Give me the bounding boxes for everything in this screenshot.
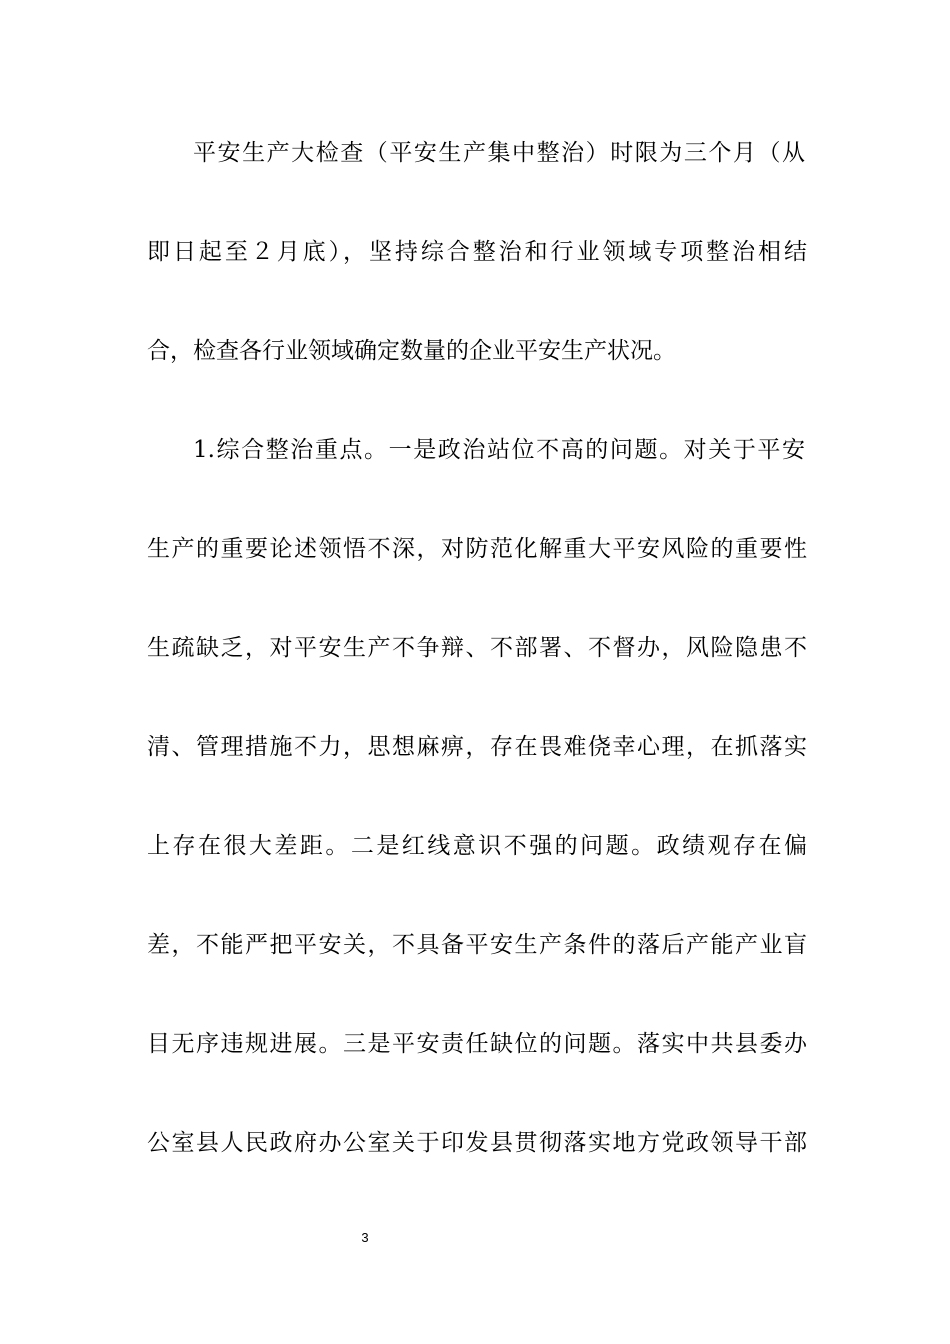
paragraph-1-line-1: 平安生产大检查（平安生产集中整治）时限为三个月（从 — [193, 140, 805, 166]
paragraph-2-line-7: 目无序违规进展。三是平安责任缺位的问题。落实中共县委办 — [147, 1031, 807, 1057]
paragraph-2-line-2: 生产的重要论述领悟不深，对防范化解重大平安风险的重要性 — [147, 536, 807, 562]
paragraph-2-line-1: 1.综合整治重点。一是政治站位不高的问题。对关于平安 — [193, 437, 805, 463]
paragraph-2-line-5: 上存在很大差距。二是红线意识不强的问题。政绩观存在偏 — [147, 833, 807, 859]
page-number: 3 — [361, 1230, 369, 1245]
paragraph-2-line-8: 公室县人民政府办公室关于印发县贯彻落实地方党政领导干部 — [147, 1130, 807, 1156]
paragraph-1-line-3: 合，检查各行业领域确定数量的企业平安生产状况。 — [147, 338, 676, 364]
paragraph-2-line-6: 差，不能严把平安关，不具备平安生产条件的落后产能产业盲 — [147, 932, 807, 958]
paragraph-2-line-4: 清、管理措施不力，思想麻痹，存在畏难侥幸心理，在抓落实 — [147, 734, 807, 760]
paragraph-1-line-2: 即日起至２月底），坚持综合整治和行业领域专项整治相结 — [147, 239, 807, 265]
paragraph-2-line-3: 生疏缺乏，对平安生产不争辩、不部署、不督办，风险隐患不 — [147, 635, 807, 661]
